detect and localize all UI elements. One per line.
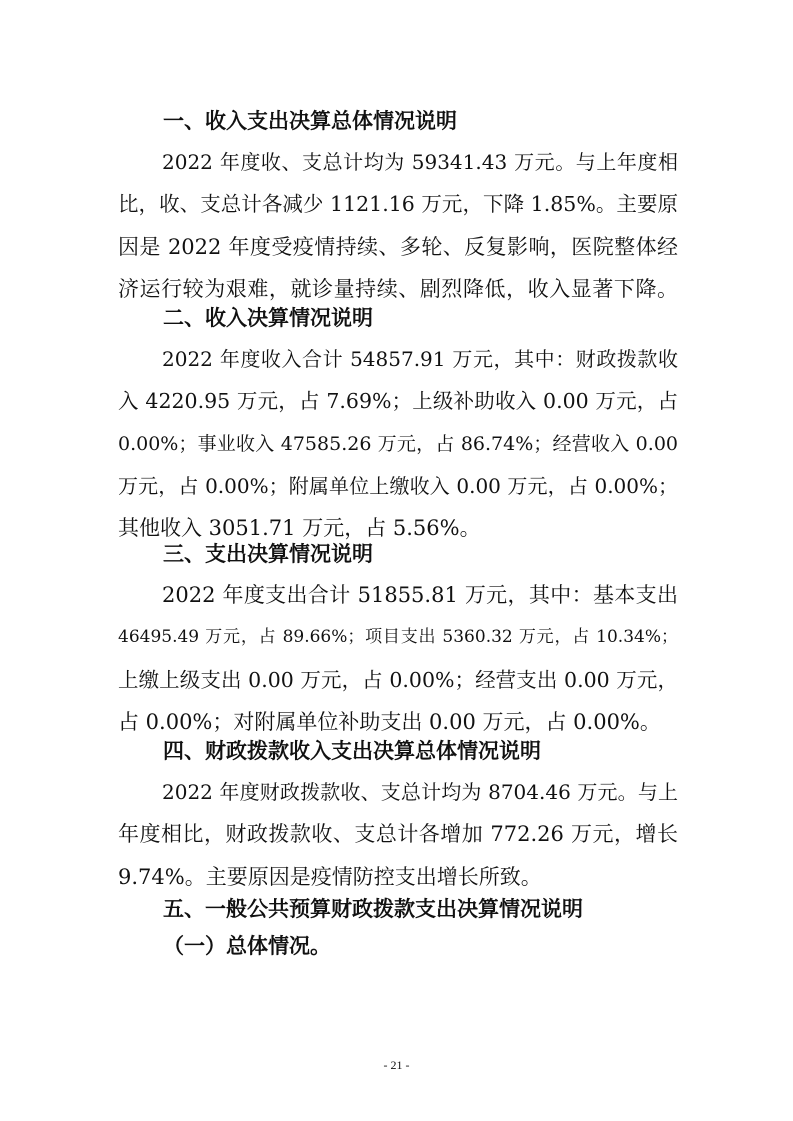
paragraph-line: 2022 年度支出合计 51855.81 万元，其中：基本支出 [162, 583, 678, 607]
section-heading-5: 五、一般公共预算财政拨款支出决算情况说明 [163, 897, 583, 921]
paragraph-line: 46495.49 万元，占 89.66%；项目支出 5360.32 万元，占 10.34%； [118, 627, 678, 648]
paragraph-line: 2022 年度财政拨款收、支总计均为 8704.46 万元。与上 [162, 780, 678, 804]
section-heading-4: 四、财政拨款收入支出决算总体情况说明 [163, 739, 541, 763]
paragraph-line: 2022 年度收、支总计均为 59341.43 万元。与上年度相 [162, 150, 678, 174]
paragraph-line: 年度相比，财政拨款收、支总计各增加 772.26 万元，增长 [118, 822, 678, 847]
paragraph-line: 上缴上级支出 0.00 万元，占 0.00%；经营支出 0.00 万元， [118, 667, 678, 692]
section-3-paragraph [118, 574, 678, 743]
paragraph-line: 比，收、支总计各减少 1121.16 万元，下降 1.85%。主要原 [118, 192, 678, 217]
paragraph-line: 9.74%。主要原因是疫情防控支出增长所致。 [118, 864, 542, 889]
paragraph-line: 因是 2022 年度受疫情持续、多轮、反复影响，医院整体经 [118, 234, 678, 259]
section-1-paragraph [118, 141, 678, 310]
section-heading-2: 二、收入决算情况说明 [163, 306, 373, 330]
section-heading-1: 一、收入支出决算总体情况说明 [163, 109, 457, 133]
paragraph-line: 2022 年度收入合计 54857.91 万元，其中：财政拨款收 [162, 347, 678, 371]
section-2-paragraph [118, 338, 678, 549]
paragraph-line: 其他收入 3051.71 万元，占 5.56%。 [118, 516, 481, 541]
section-4-paragraph [118, 771, 678, 898]
page-number: - 21 - [383, 1058, 410, 1072]
subsection-heading: （一）总体情况。 [163, 934, 331, 958]
paragraph-line: 济运行较为艰难，就诊量持续、剧烈降低，收入显著下降。 [118, 276, 678, 301]
paragraph-line: 0.00%；事业收入 47585.26 万元，占 86.74%；经营收入 0.00 [118, 432, 678, 455]
paragraph-line: 入 4220.95 万元，占 7.69%；上级补助收入 0.00 万元，占 [118, 389, 678, 414]
section-heading-3: 三、支出决算情况说明 [163, 542, 373, 566]
paragraph-line: 万元，占 0.00%；附属单位上缴收入 0.00 万元，占 0.00%； [118, 473, 678, 498]
paragraph-line: 占 0.00%；对附属单位补助支出 0.00 万元，占 0.00%。 [118, 709, 661, 734]
